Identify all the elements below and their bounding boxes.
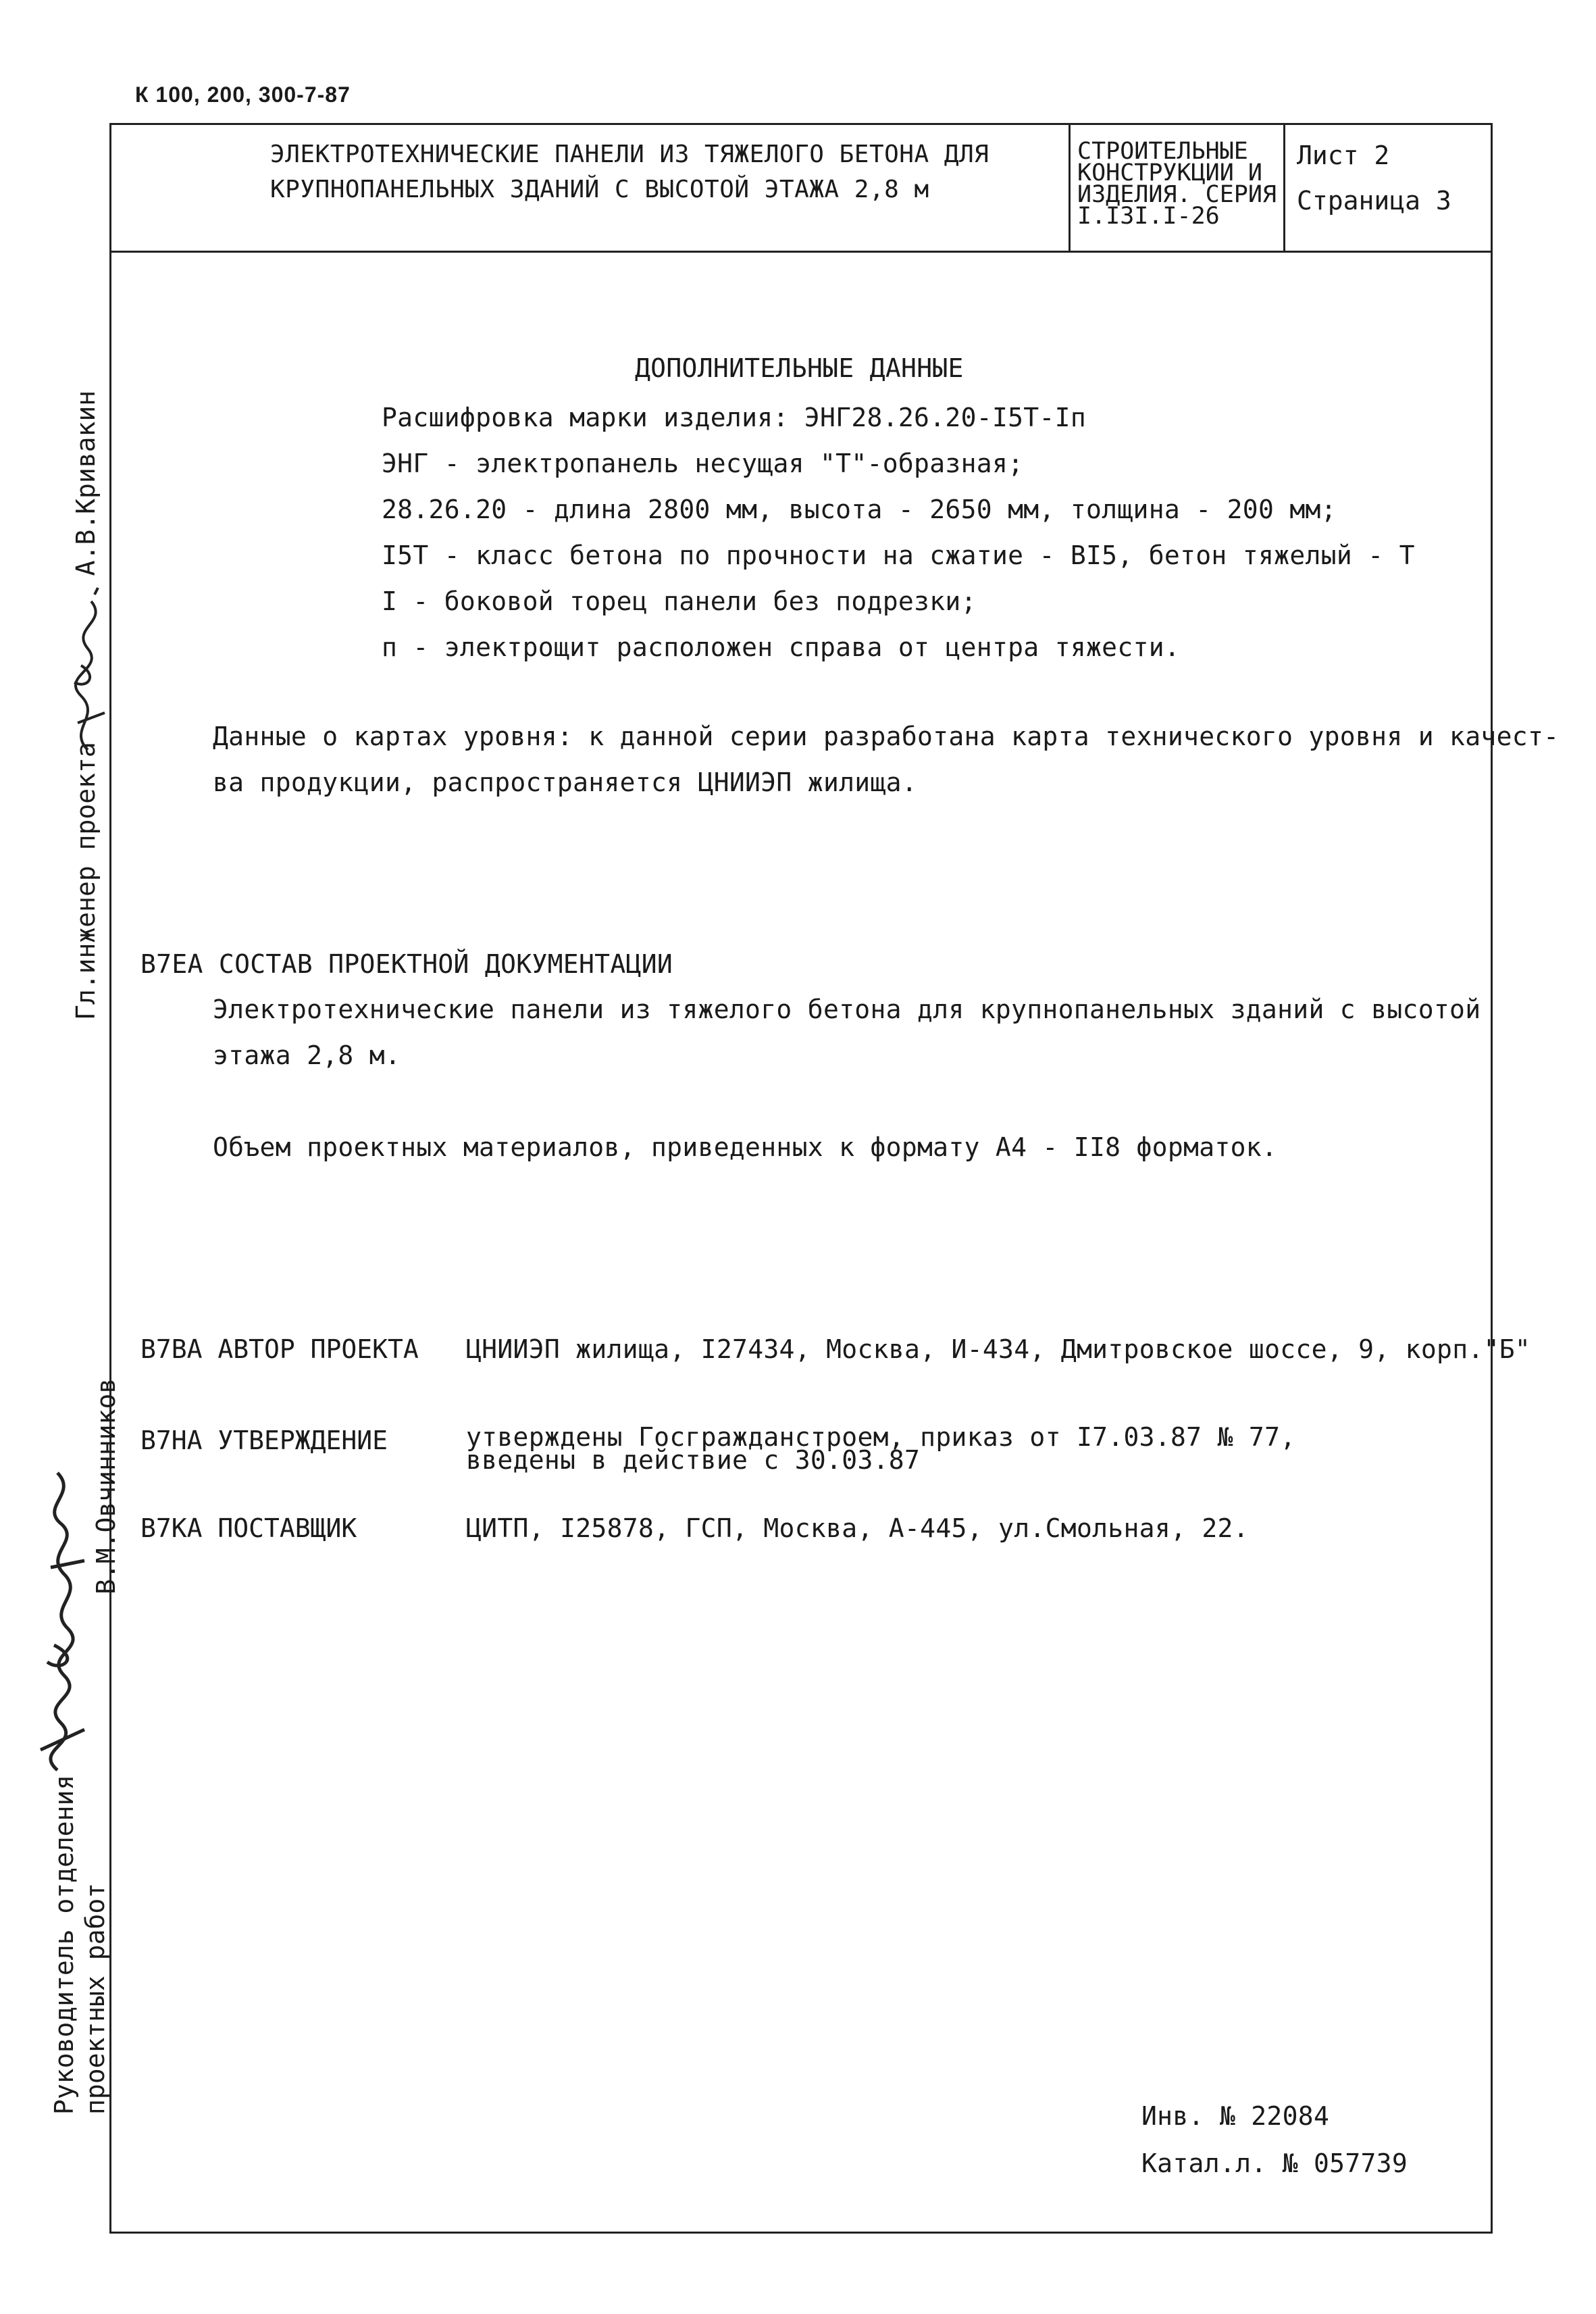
approval-name: А.В.Кривакин <box>71 390 101 576</box>
sheet-number: Лист 2 <box>1297 141 1390 170</box>
page-frame <box>109 123 1493 2234</box>
text-line: I5Т - класс бетона по прочности на сжатие - BI5, бетон тяжелый - Т <box>382 540 1415 570</box>
text-line: Электротехнические панели из тяжелого бетона для крупнопанельных зданий с высотой <box>213 995 1481 1024</box>
text-line: Объем проектных материалов, приведенных к формату А4 - II8 форматок. <box>213 1132 1278 1162</box>
title-block-divider <box>1283 123 1285 253</box>
record-value: ЦНИИЭП жилища, I27434, Москва, И-434, Дмитровское шоссе, 9, корп."Б" <box>466 1334 1531 1364</box>
record-code: В7ВА АВТОР ПРОЕКТА <box>140 1334 419 1364</box>
title-block-divider <box>1069 123 1071 253</box>
approval-name: В.М.Овчинников <box>91 1378 121 1594</box>
text-line: Расшифровка марки изделия: ЭНГ28.26.20-I5Т-Iп <box>382 403 1087 432</box>
series-line: ИЗДЕЛИЯ. СЕРИЯ <box>1077 181 1277 208</box>
catalog-number: Катал.л. № 057739 <box>1141 2148 1408 2178</box>
record-value: ЦИТП, I25878, ГСП, Москва, А-445, ул.Смольная, 22. <box>466 1513 1249 1543</box>
series-line: КОНСТРУКЦИИ И <box>1077 159 1262 186</box>
record-value: введены в действие с 30.03.87 <box>466 1445 921 1475</box>
text-line: I - боковой торец панели без подрезки; <box>382 586 977 616</box>
approval-dept-head <box>49 1775 111 2115</box>
record-value: утверждены Госгражданстроем, приказ от I7.03.87 № 77, <box>466 1422 1296 1452</box>
text-line: п - электрощит расположен справа от центра тяжести. <box>382 632 1181 662</box>
inventory-number: Инв. № 22084 <box>1141 2101 1330 2131</box>
signature-dept-head <box>20 1459 95 1777</box>
approval-role: Гл.инженер проекта <box>71 742 101 1020</box>
section-heading: ДОПОЛНИТЕЛЬНЫЕ ДАННЫЕ <box>635 353 964 383</box>
text-line: Данные о картах уровня: к данной серии разработана карта технического уровня и качест- <box>213 722 1560 751</box>
page-number: Страница 3 <box>1297 186 1451 216</box>
signature-chief-engineer <box>41 588 115 757</box>
text-line: 28.26.20 - длина 2800 мм, высота - 2650 мм, толщина - 200 мм; <box>382 495 1337 524</box>
section-heading: В7ЕА СОСТАВ ПРОЕКТНОЙ ДОКУМЕНТАЦИИ <box>140 949 673 979</box>
approval-role: Руководитель отделения <box>49 1774 79 2115</box>
document-code: К 100, 200, 300-7-87 <box>135 82 351 107</box>
record-code: В7НА УТВЕРЖДЕНИЕ <box>140 1426 388 1455</box>
text-line: ЭНГ - электропанель несущая "Т"-образная; <box>382 449 1024 478</box>
document-title-line: ЭЛЕКТРОТЕХНИЧЕСКИЕ ПАНЕЛИ ИЗ ТЯЖЕЛОГО БЕТОНА ДЛЯ <box>270 141 989 168</box>
document-title-line: КРУПНОПАНЕЛЬНЫХ ЗДАНИЙ С ВЫСОТОЙ ЭТАЖА 2,8 м <box>270 176 929 203</box>
approval-role: проектных работ <box>80 1882 110 2115</box>
text-line: ва продукции, распространяется ЦНИИЭП жилища. <box>213 768 918 797</box>
text-line: этажа 2,8 м. <box>213 1040 401 1070</box>
series-line: СТРОИТЕЛЬНЫЕ <box>1077 138 1248 165</box>
series-line: I.I3I.I-26 <box>1077 203 1220 230</box>
record-code: В7КА ПОСТАВЩИК <box>140 1513 357 1543</box>
